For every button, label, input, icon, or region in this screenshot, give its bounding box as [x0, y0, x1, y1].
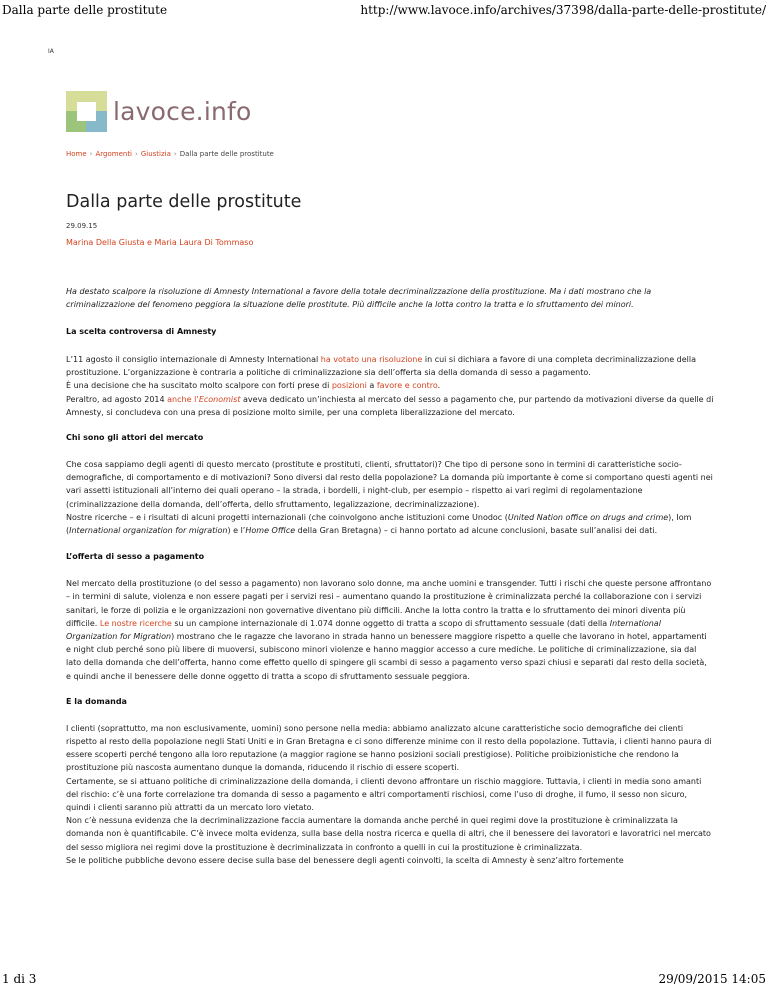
paragraph: L’11 agosto il consiglio internazionale di Amnesty International ha votato una risoluzione in cui si dichiara a favore di una completa decriminalizzazione della prostituzione. L’organizzazione è contraria a politiche di criminalizzazione sia dell’offerta sia della domanda di sesso a pagamento. È una decisione che ha suscitato molto scalpore con forti prese di posizioni a favore e contro. Peraltro, ad agosto 2014 anche l’Economist aveva dedicato un’inchiesta al mercato del sesso a pagamento che, pur partendo da motivazioni diverse da quelle di Amnesty, si concludeva con una presa di posizione molto simile, per una completa liberalizzazione del mercato. — [66, 355, 714, 417]
print-url: http://www.lavoce.info/archives/37398/dalla-parte-delle-prostitute/ — [360, 3, 766, 17]
logo-text: lavoce.info — [113, 96, 252, 126]
article-lead: Ha destato scalpore la risoluzione di Amnesty International a favore della totale decriminalizzazione della prostituzione. Ma i dati mostrano che la criminalizzazione del fenomeno peggiora la situazione delle prostitute. Più difficile anche la lotta contro la tratta e lo sfruttamento dei minori. — [66, 287, 652, 309]
logo-mark-icon — [66, 91, 107, 132]
section-heading-domanda: E la domanda — [66, 696, 127, 706]
paragraph: Che cosa sappiamo degli agenti di questo mercato (prostitute e prostituti, clienti, sfruttatori)? Che tipo di persone sono in termini di caratteristiche socio-demografiche, di comportamento e di motivazioni? Sono diversi dal resto della popolazione? La domanda più importante è come si comportano questi agenti nei vari assetti istituzionali all’interno dei quali operano – la strada, i bordelli, i night-club, per esempio – rispetto ai vari regimi di regolamentazione (criminalizzazione della domanda, dell’offerta, dello sfruttamento, legalizzazione, decriminalizzazione). Nostre ricerche – e i risultati di alcuni progetti internazionali (che coinvolgono anche istituzioni come Unodoc (United Nation office on drugs and crime), Iom (International organization for migration) e l’Home Office della Gran Bretagna) – ci hanno portato ad alcune conclusioni, basate sull’analisi dei dati. — [66, 460, 713, 536]
print-header — [0, 0, 768, 18]
print-page-title: Dalla parte delle prostitute — [2, 3, 168, 17]
article — [66, 190, 714, 867]
corner-code: IA — [48, 48, 54, 55]
print-datetime: 29/09/2015 14:05 — [658, 972, 766, 986]
site-logo[interactable] — [66, 89, 252, 133]
breadcrumb-giustizia[interactable]: Giustizia — [140, 150, 171, 158]
link-nostre-ricerche[interactable]: Le nostre ricerche — [99, 618, 172, 628]
article-authors[interactable]: Marina Della Giusta e Maria Laura Di Tommaso — [66, 238, 254, 247]
breadcrumb-sep: › — [89, 150, 93, 158]
link-favore-contro[interactable]: favore e contro — [376, 381, 438, 391]
link-economist[interactable]: anche l’Economist — [167, 394, 241, 404]
breadcrumb — [66, 150, 274, 158]
paragraph: I clienti (soprattutto, ma non esclusivamente, uomini) sono persone nella media: abbiamo analizzato alcune caratteristiche socio demografiche dei clienti rispetto al resto della popolazione negli Stati Uniti e in Gran Bretagna e ci sono differenze minime con il resto della popolazione. Tuttavia, i clienti hanno paura di essere scoperti perché tengono alla loro reputazione (a maggior ragione se hanno posizioni sociali prestigiose). Politiche proibizionistiche che rendono la prostituzione più nascosta aumentano dunque la domanda, riducendo il rischio di essere scoperti. Certamente, se si attuano politiche di criminalizzazione della domanda, i clienti devono affrontare un rischio maggiore. Tuttavia, i clienti in media sono amanti del rischio: c’è una forte correlazione tra domanda di sesso a pagamento e altri comportamenti rischiosi, come l’uso di droghe, il fumo, il sesso non sicuro, quindi i clienti saranno più attratti da un mercato loro vietato. Non c’è nessuna evidenza che la decriminalizzazione faccia aumentare la domanda anche perché in quei regimi dove la prostituzione è criminalizzata la domanda non è quantificabile. C’è invece molta evidenza, sulla base della nostra ricerca e quella di altri, che il benessere dei lavoratori e lavoratrici nel mercato del sesso migliora nei regimi dove la prostituzione è decriminalizzata in confronto a quelli in cui la prostituzione è criminalizzata. Se le politiche pubbliche devono essere decise sulla base del benessere degli agenti coinvolti, la scelta di Amnesty è senz’altro fortemente — [66, 723, 712, 865]
breadcrumb-home[interactable]: Home — [66, 150, 87, 158]
breadcrumb-current: Dalla parte delle prostitute — [179, 150, 274, 158]
breadcrumb-argomenti[interactable]: Argomenti — [95, 150, 133, 158]
article-title: Dalla parte delle prostitute — [66, 192, 302, 212]
link-risoluzione[interactable]: ha votato una risoluzione — [320, 355, 423, 364]
print-page-number: 1 di 3 — [2, 972, 37, 986]
section-heading-attori: Chi sono gli attori del mercato — [66, 433, 204, 443]
article-date: 29.09.15 — [66, 222, 98, 230]
section-heading-amnesty: La scelta controversa di Amnesty — [66, 327, 217, 336]
breadcrumb-sep: › — [135, 150, 138, 158]
breadcrumb-sep: › — [173, 150, 177, 158]
section-heading-offerta: L’offerta di sesso a pagamento — [66, 552, 205, 562]
link-posizioni[interactable]: posizioni — [331, 381, 367, 391]
paragraph: Nel mercato della prostituzione (o del sesso a pagamento) non lavorano solo donne, ma anche uomini e transgender. Tutti i rischi che queste persone affrontano – in termini di salute, violenza e non essere pagati per i servizi resi – aumentano quando la prostituzione è criminalizzata perché la collaborazione con i servizi sanitari, le forze di polizia e le organizzazioni non governative diventano più difficili. Anche la lotta contro la tratta e lo sfruttamento dei minori diventa più difficile. Le nostre ricerche su un campione internazionale di 1.074 donne oggetto di tratta a scopo di sfruttamento sessuale (dati della International Organization for Migration) mostrano che le ragazze che lavorano in strada hanno un benessere maggiore rispetto a quelle che lavorano in hotel, appartamenti e night club perché sono più libere di muoversi, subiscono minori violenze e hanno maggior accesso a cure mediche. Le politiche di criminalizzazione, sia dal lato della domanda che dell’offerta, hanno come effetto quello di spingere gli scambi di sesso a pagamento verso spazi chiusi e separati dal resto della società, e quindi anche il benessere delle donne oggetto di tratta a scopo di sfruttamento sessuale peggiora. — [66, 579, 712, 681]
